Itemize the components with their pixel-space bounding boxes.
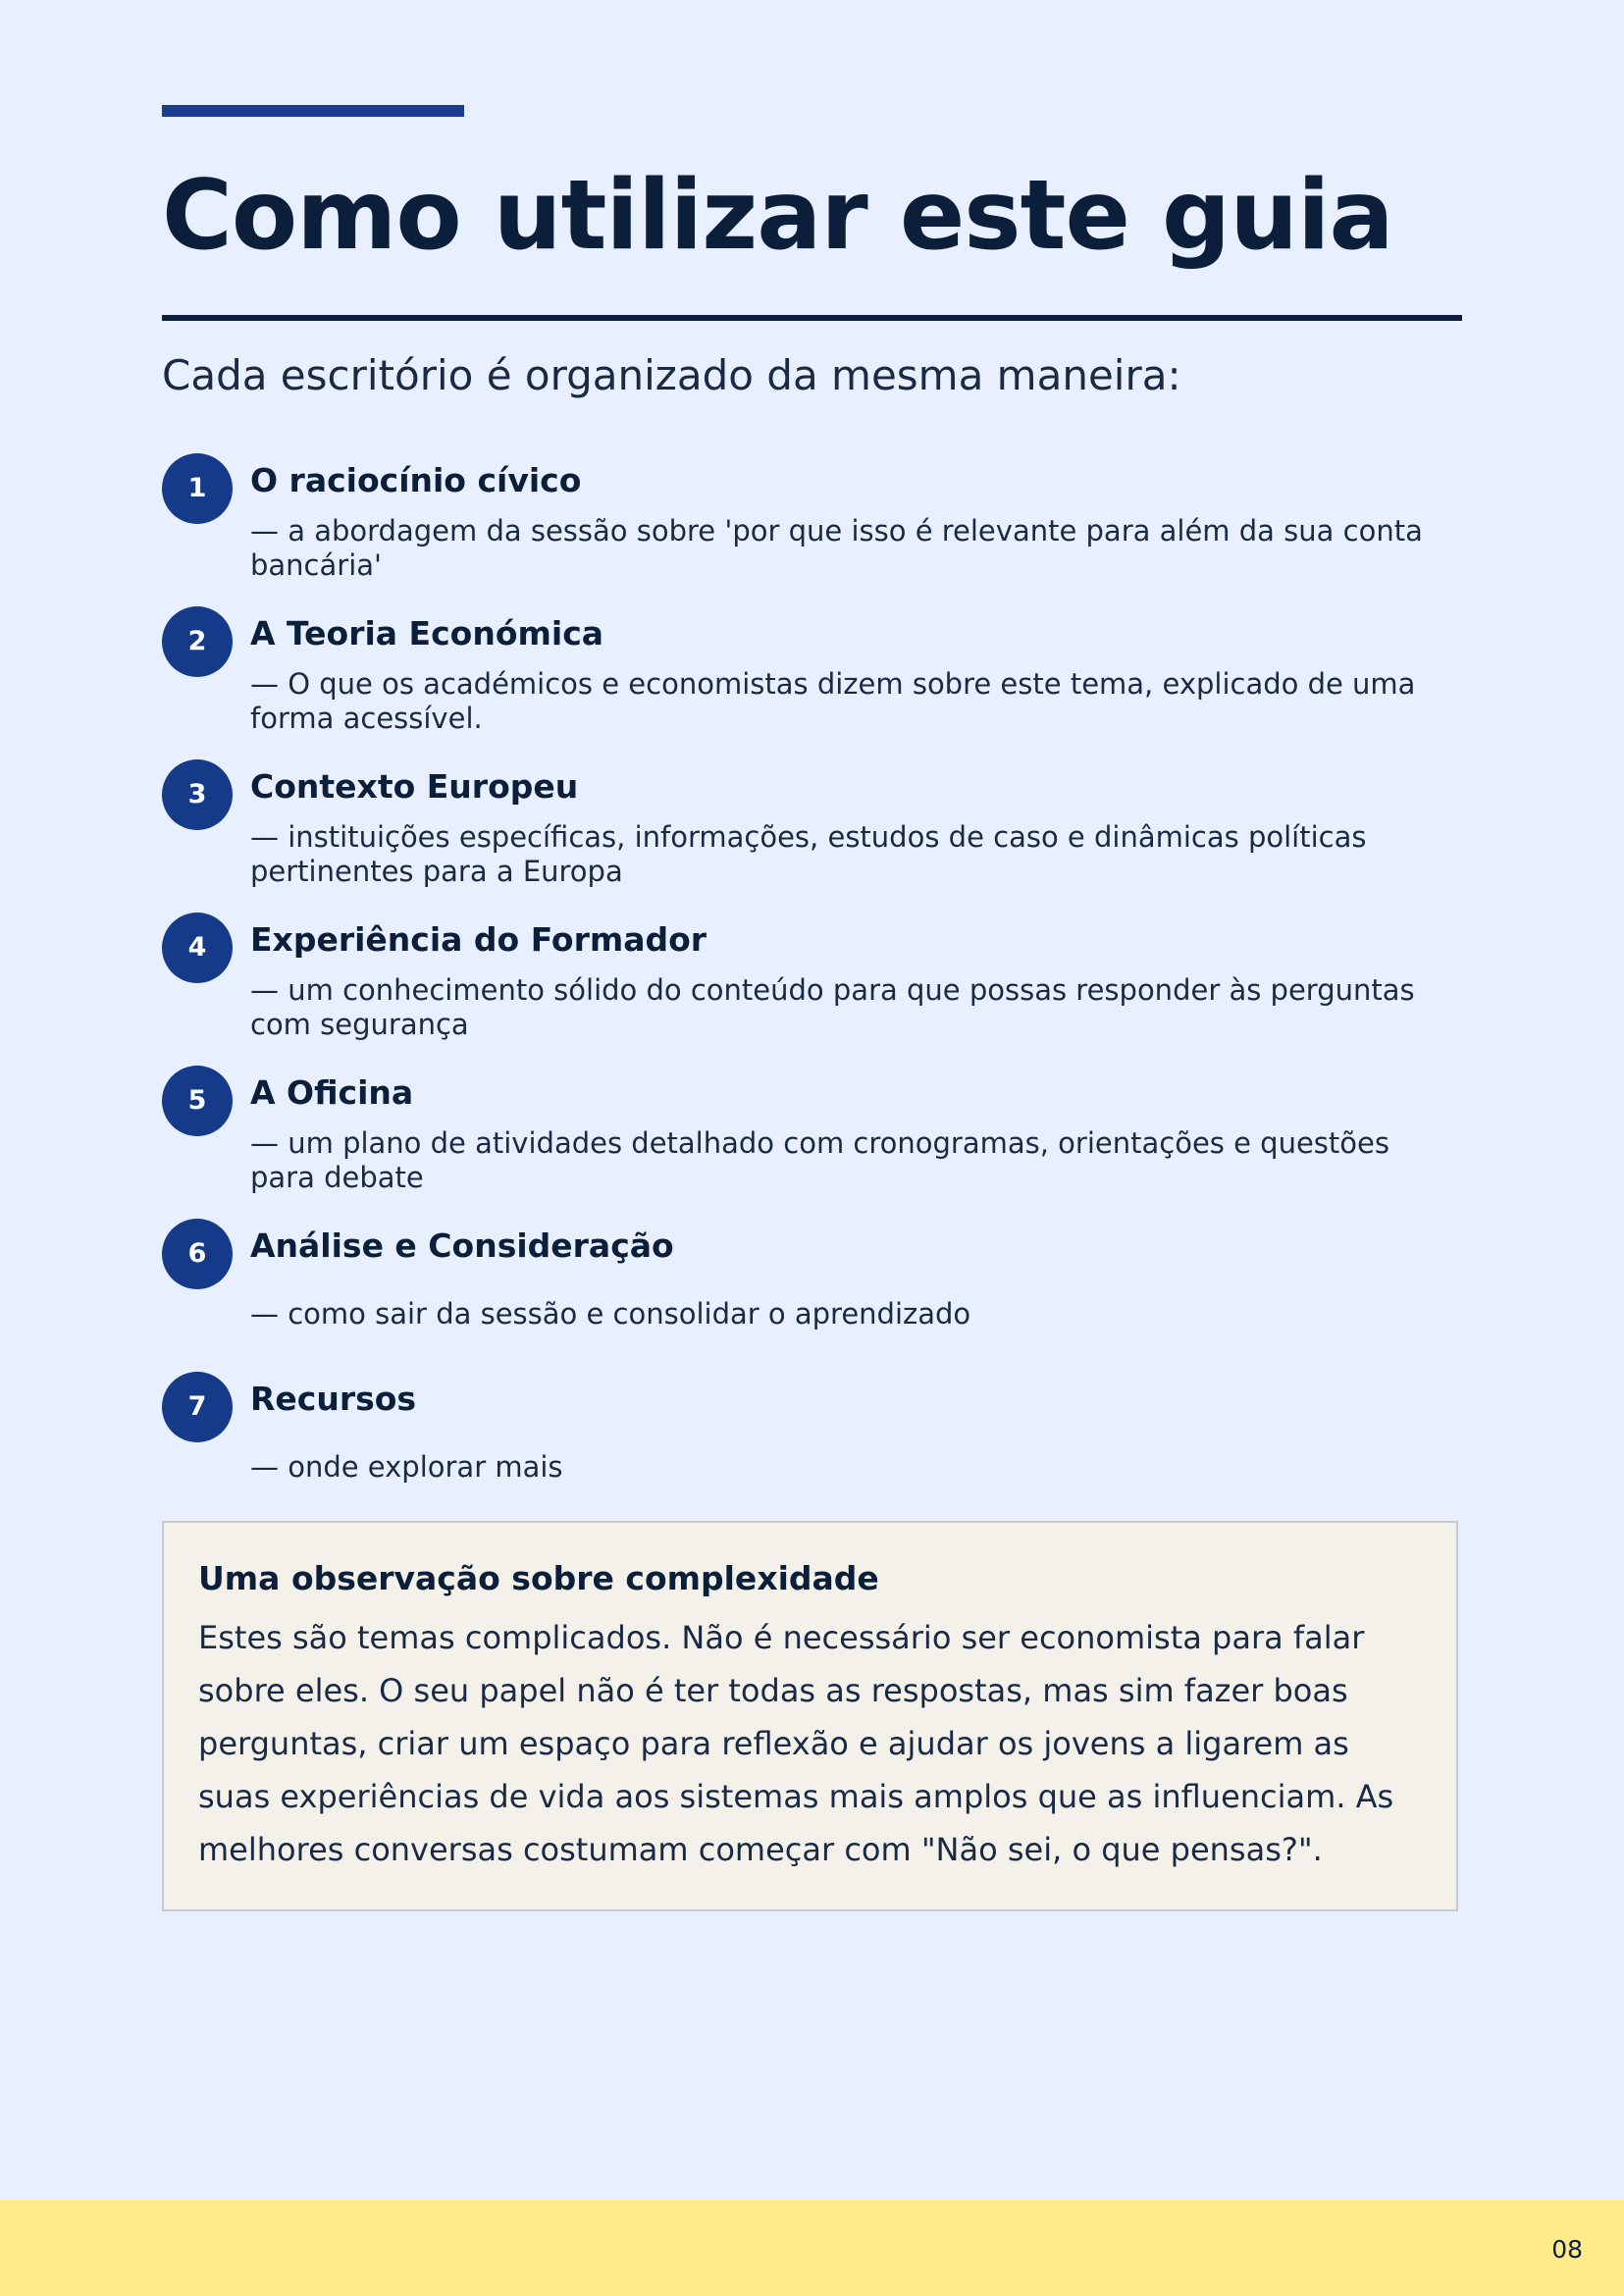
step-description: — como sair da sessão e consolidar o aprendizado xyxy=(250,1297,971,1331)
step-number-badge: 7 xyxy=(162,1372,233,1442)
step-item xyxy=(162,913,1462,1066)
step-description: — instituições específicas, informações, estudos de caso e dinâmicas políticas pertinentes para a Europa xyxy=(250,820,1367,888)
intro-text: Cada escritório é organizado da mesma maneira: xyxy=(162,351,1181,399)
steps-list xyxy=(162,453,1462,1525)
page-title: Como utilizar este guia xyxy=(162,160,1393,272)
step-title: A Teoria Económica xyxy=(250,614,604,652)
complexity-note-box xyxy=(162,1521,1458,1911)
footer-band xyxy=(0,2200,1624,2296)
step-item xyxy=(162,606,1462,759)
step-item xyxy=(162,759,1462,913)
step-number-badge: 4 xyxy=(162,913,233,983)
step-number-badge: 5 xyxy=(162,1066,233,1136)
step-item xyxy=(162,453,1462,606)
top-accent-bar xyxy=(162,105,464,117)
step-title: Análise e Consideração xyxy=(250,1226,674,1265)
note-title: Uma observação sobre complexidade xyxy=(198,1559,879,1597)
title-divider xyxy=(162,315,1462,321)
step-number-badge: 1 xyxy=(162,453,233,524)
step-item xyxy=(162,1372,1462,1525)
step-description: — O que os académicos e economistas dizem sobre este tema, explicado de uma forma acessível. xyxy=(250,667,1416,735)
step-number-badge: 3 xyxy=(162,759,233,830)
step-title: Contexto Europeu xyxy=(250,767,579,806)
page-number: 08 xyxy=(1551,2235,1583,2264)
step-item xyxy=(162,1066,1462,1219)
step-description: — um plano de atividades detalhado com cronogramas, orientações e questões para debate xyxy=(250,1126,1389,1194)
step-description: — onde explorar mais xyxy=(250,1450,563,1484)
note-body: Estes são temas complicados. Não é necessário ser economista para falar sobre eles. O seu papel não é ter todas as respostas, mas sim fazer boas perguntas, criar um espaço para reflexão e ajudar os jovens a ligarem as suas experiências de vida aos sistemas mais amplos que as influenciam. As melhores conversas costumam começar com "Não sei, o que pensas?". xyxy=(198,1619,1394,1868)
step-description: — um conhecimento sólido do conteúdo para que possas responder às perguntas com segurança xyxy=(250,973,1415,1041)
step-item xyxy=(162,1219,1462,1372)
step-title: Experiência do Formador xyxy=(250,920,707,959)
step-description: — a abordagem da sessão sobre 'por que isso é relevante para além da sua conta bancária' xyxy=(250,514,1423,582)
step-title: A Oficina xyxy=(250,1073,414,1112)
step-title: Recursos xyxy=(250,1380,417,1418)
step-title: O raciocínio cívico xyxy=(250,461,582,499)
step-number-badge: 2 xyxy=(162,606,233,677)
step-number-badge: 6 xyxy=(162,1219,233,1289)
